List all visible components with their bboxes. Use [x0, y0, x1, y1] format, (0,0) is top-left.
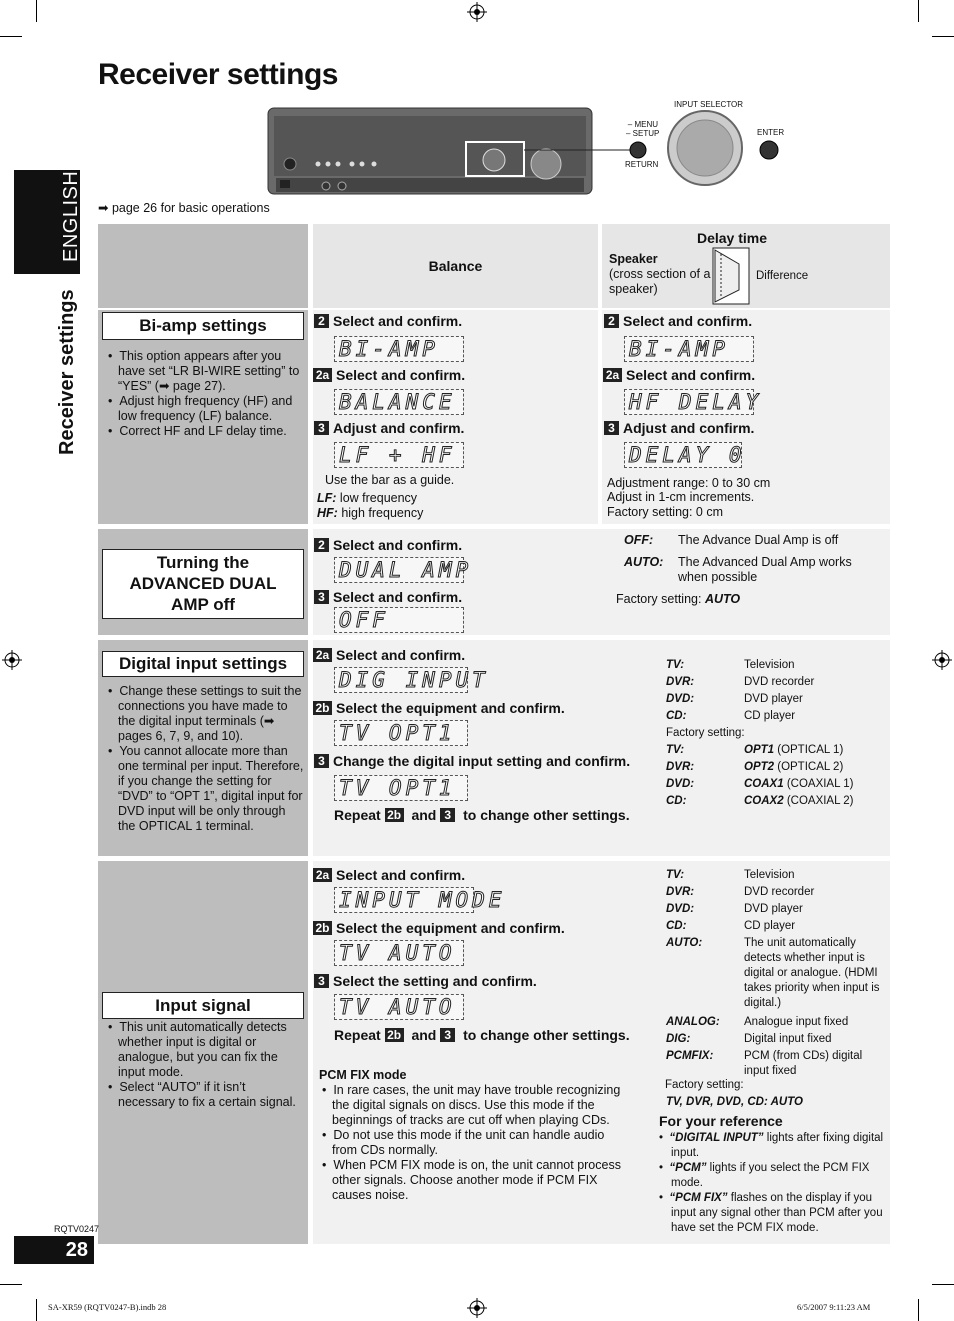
- list-item: DVD: DVD player: [666, 693, 803, 705]
- list-item: DVR: DVD recorder: [666, 676, 815, 688]
- section-label: Receiver settings: [56, 289, 78, 455]
- list-item: TV: OPT1 (OPTICAL 1): [666, 744, 844, 756]
- list-item: • You cannot allocate more than one terminal per input. Therefore, if you change the setting for “DVD” to “OPT 1”, digital input for DVD input will be only through the OPTICAL 1 terminal.: [108, 744, 304, 833]
- lf-definition: LF: low frequency: [317, 491, 418, 505]
- biamp-title: Bi-amp settings: [102, 312, 304, 340]
- lcd-display: TV AUTO: [334, 994, 464, 1020]
- lcd-display: TV AUTO: [334, 940, 464, 966]
- inputsig-step-2: 2b Select the equipment and confirm.: [313, 920, 565, 936]
- list-item: • Do not use this mode if the unit can handle audio from CDs normally.: [322, 1128, 605, 1157]
- list-item: • Adjust high frequency (HF) and low frequency (LF) balance.: [108, 394, 293, 423]
- list-item: • “DIGITAL INPUT” lights after fixing digital input.: [659, 1132, 884, 1159]
- document-code: RQTV0247: [54, 1224, 100, 1234]
- biamp-balance-step-2: 2a Select and confirm.: [313, 367, 465, 383]
- registration-mark-icon: [467, 1298, 487, 1318]
- return-label: RETURN: [625, 160, 659, 169]
- dualamp-off-key: OFF:: [624, 533, 654, 547]
- language-label: ENGLISH: [60, 170, 82, 262]
- lcd-display: DIG INPUT: [334, 667, 468, 693]
- list-item: • This option appears after you have set “LR BI-WIRE setting” to “YES” (➡ page 27).: [108, 349, 300, 393]
- inputsig-title: Input signal: [102, 992, 304, 1019]
- control-detail-illustration: [590, 108, 790, 188]
- speaker-description: (cross section of a speaker): [609, 267, 711, 296]
- pcm-fix-bullets: [318, 1083, 628, 1203]
- dualamp-step-2: 3 Select and confirm.: [314, 589, 462, 605]
- list-item: • “PCM” lights if you select the PCM FIX mode.: [659, 1162, 870, 1189]
- lcd-display: DUAL AMP: [334, 557, 464, 583]
- pcm-fix-heading: PCM FIX mode: [319, 1068, 407, 1082]
- dualamp-auto-value: The Advanced Dual Amp works when possible: [678, 555, 852, 584]
- hf-definition: HF: high frequency: [317, 506, 424, 520]
- speaker-label: Speaker: [609, 252, 658, 266]
- header-left-cell: [98, 224, 308, 308]
- lcd-display: DELAY 0: [624, 442, 742, 468]
- delay-factory: Factory setting: 0 cm: [607, 505, 724, 519]
- list-item: DVD: COAX1 (COAXIAL 1): [666, 778, 854, 790]
- lcd-display: BALANCE: [334, 389, 464, 415]
- speaker-cross-section-icon: [711, 246, 753, 306]
- list-item: ANALOG: Analogue input fixed: [666, 1016, 849, 1028]
- lcd-display: INPUT MODE: [334, 887, 474, 913]
- digital-step-3: 3 Change the digital input setting and confirm.: [314, 753, 630, 769]
- lcd-display: TV OPT1: [334, 775, 468, 801]
- inputsig-definitions: [666, 867, 886, 1079]
- biamp-balance-step-3: 3 Adjust and confirm.: [314, 420, 464, 436]
- biamp-bullets: [104, 349, 304, 439]
- list-item: • In rare cases, the unit may have trouble recognizing the digital signals on discs. Use this mode if the beginnings of tracks are cut off when playing CDs.: [322, 1083, 621, 1127]
- list-item: CD: CD player: [666, 710, 796, 722]
- inputsig-factory-value: TV, DVR, DVD, CD: AUTO: [666, 1096, 803, 1108]
- page-number: 28: [14, 1236, 94, 1264]
- page-title: Receiver settings: [98, 58, 338, 91]
- digital-title: Digital input settings: [102, 651, 304, 677]
- delay-range: Adjustment range: 0 to 30 cm: [607, 476, 771, 490]
- receiver-front-panel-illustration: [266, 106, 596, 204]
- dualamp-title: Turning the ADVANCED DUAL AMP off: [102, 549, 304, 619]
- page-reference: ➡ page 26 for basic operations: [98, 201, 270, 215]
- list-item: DVR: DVD recorder: [666, 886, 815, 898]
- balance-heading: Balance: [428, 258, 483, 274]
- registration-mark-icon: [932, 650, 952, 670]
- digital-repeat-instruction: Repeat 2b and 3 to change other settings.: [334, 807, 630, 823]
- list-item: • “PCM FIX” flashes on the display if you input any signal other than PCM after you have set the PCM FIX mode.: [659, 1192, 883, 1234]
- inputsig-step-3: 3 Select the setting and confirm.: [314, 973, 537, 989]
- biamp-delay-step-3: 3 Adjust and confirm.: [604, 420, 754, 436]
- registration-mark-icon: [2, 650, 22, 670]
- menu-setup-label: – MENU – SETUP: [626, 120, 660, 138]
- inputsig-step-1: 2a Select and confirm.: [313, 867, 465, 883]
- reference-list: [659, 1131, 885, 1236]
- list-item: • Correct HF and LF delay time.: [108, 424, 287, 438]
- dualamp-factory-setting: Factory setting: AUTO: [616, 592, 741, 606]
- list-item: CD: COAX2 (COAXIAL 2): [666, 795, 854, 807]
- list-item: • Change these settings to suit the connections you have made to the digital input terminals (➡ pages 6, 7, 9, and 10).: [108, 684, 302, 743]
- biamp-delay-step-2: 2a Select and confirm.: [603, 367, 755, 383]
- factory-setting-label: Factory setting:: [666, 727, 745, 739]
- delay-increments: Adjust in 1-cm increments.: [607, 490, 755, 504]
- delay-time-heading: Delay time: [696, 230, 768, 246]
- list-item: TV: Television: [666, 659, 795, 671]
- list-item: TV: Television: [666, 869, 795, 881]
- digital-step-2: 2b Select the equipment and confirm.: [313, 700, 565, 716]
- inputsig-bullets: [104, 1020, 304, 1110]
- list-item: DIG: Digital input fixed: [666, 1033, 832, 1045]
- lcd-display: OFF: [334, 607, 464, 633]
- dualamp-off-value: The Advance Dual Amp is off: [678, 533, 839, 547]
- registration-mark-icon: [467, 2, 487, 22]
- lcd-display: BI-AMP: [624, 336, 754, 362]
- lcd-display: TV OPT1: [334, 720, 468, 746]
- footer-date: 6/5/2007 9:11:23 AM: [797, 1302, 871, 1312]
- digital-bullets: [104, 684, 306, 834]
- list-item: CD: CD player: [666, 920, 796, 932]
- lcd-display: HF DELAY: [624, 389, 754, 415]
- list-item: AUTO: The unit automatically detects whether input is digital or analogue. (HDMI takes priority when input is digital.): [666, 937, 880, 1009]
- inputsig-factory-label: Factory setting:: [665, 1079, 744, 1091]
- digital-definitions: [666, 657, 886, 810]
- input-selector-label: INPUT SELECTOR: [674, 100, 744, 109]
- reference-heading: For your reference: [659, 1113, 783, 1129]
- list-item: DVR: OPT2 (OPTICAL 2): [666, 761, 844, 773]
- enter-label: ENTER: [757, 128, 785, 137]
- balance-guide-text: Use the bar as a guide.: [325, 473, 455, 487]
- inputsig-repeat-instruction: Repeat 2b and 3 to change other settings.: [334, 1027, 630, 1043]
- digital-step-1: 2a Select and confirm.: [313, 647, 465, 663]
- dualamp-step-1: 2 Select and confirm.: [314, 537, 462, 553]
- list-item: • Select “AUTO” if it isn’t necessary to fix a certain signal.: [108, 1080, 296, 1109]
- dualamp-auto-key: AUTO:: [624, 555, 664, 569]
- lcd-display: LF + HF: [334, 442, 464, 468]
- footer-filename: SA-XR59 (RQTV0247-B).indb 28: [48, 1302, 167, 1312]
- list-item: • When PCM FIX mode is on, the unit cannot process other signals. Choose another mode if PCM FIX causes noise.: [322, 1158, 621, 1202]
- biamp-delay-step-1: 2 Select and confirm.: [604, 313, 752, 329]
- list-item: PCMFIX: PCM (from CDs) digital input fixed: [666, 1050, 863, 1077]
- biamp-balance-step-1: 2 Select and confirm.: [314, 313, 462, 329]
- list-item: DVD: DVD player: [666, 903, 803, 915]
- difference-label: Difference: [756, 270, 809, 282]
- lcd-display: BI-AMP: [334, 336, 464, 362]
- list-item: • This unit automatically detects whether input is digital or analogue, but you can fix the input mode.: [108, 1020, 287, 1079]
